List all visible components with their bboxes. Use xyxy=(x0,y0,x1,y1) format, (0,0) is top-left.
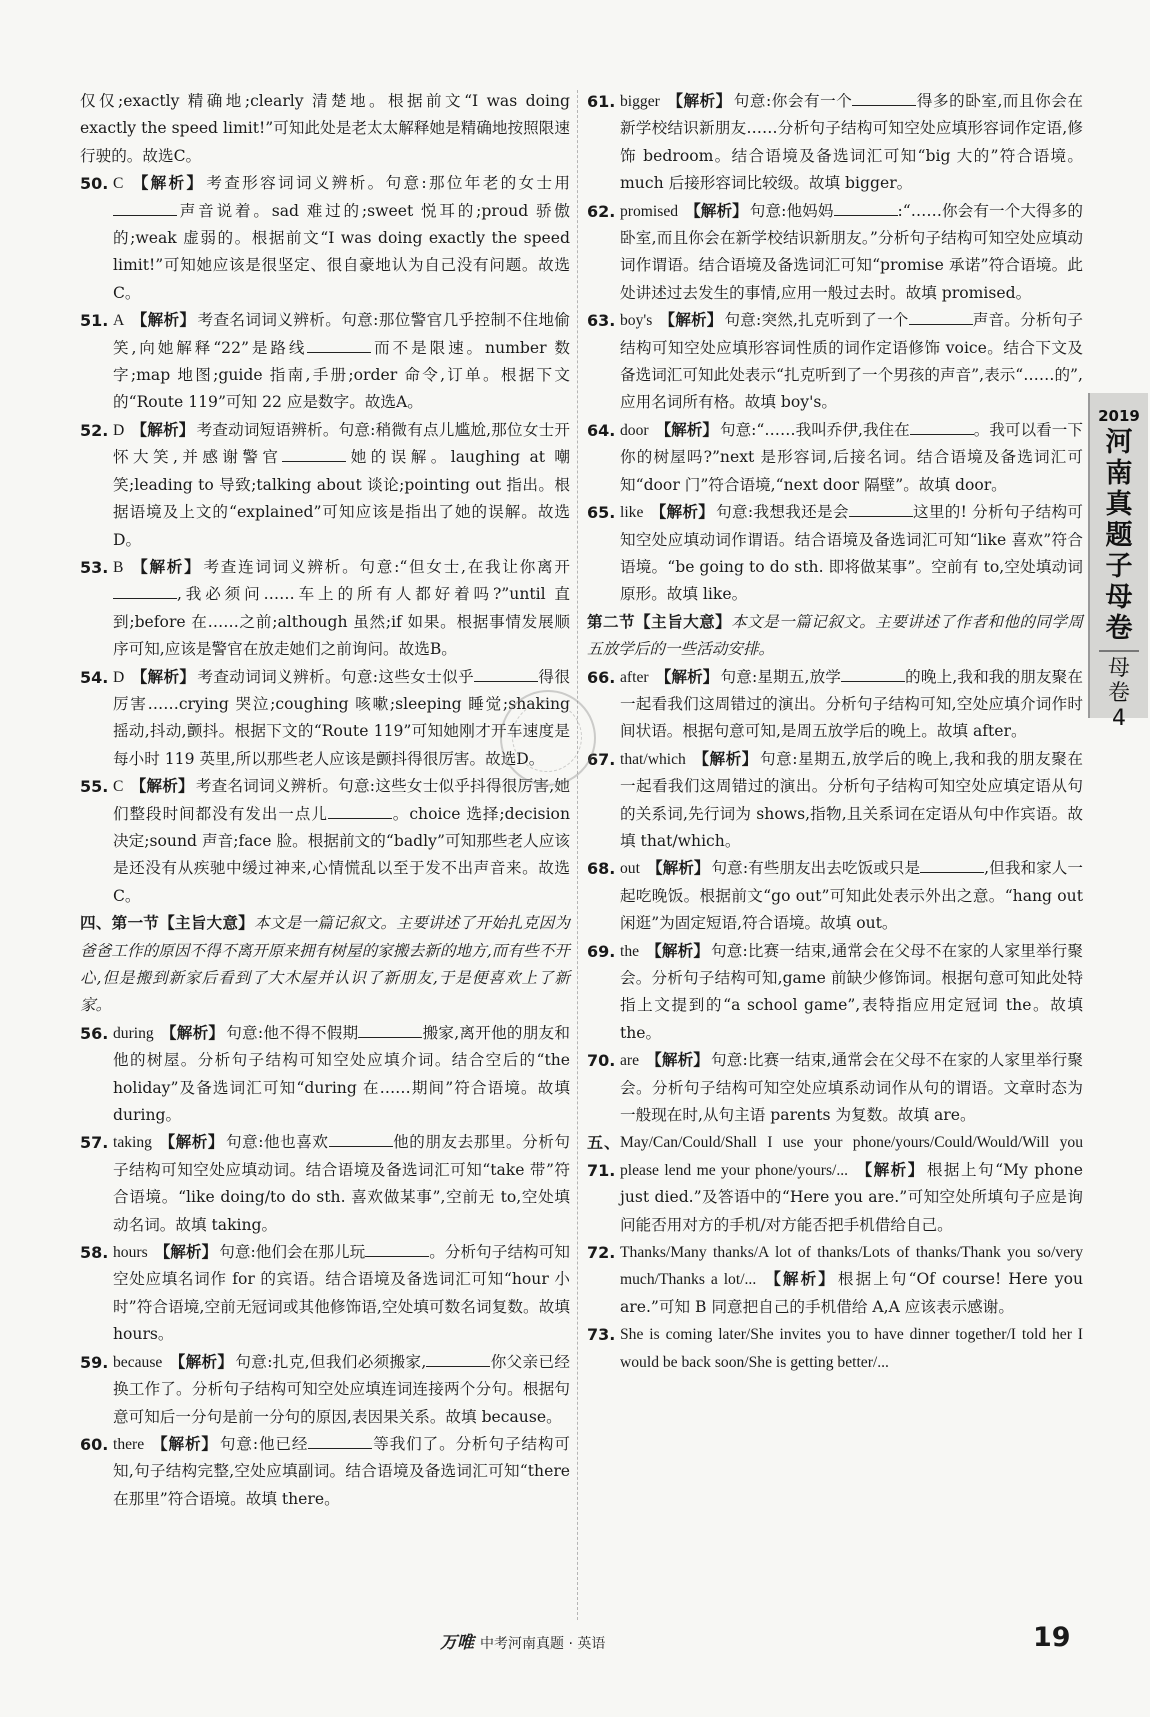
explanation-text: 句意:他也喜欢 xyxy=(226,1133,329,1152)
fill-blank xyxy=(308,1434,372,1449)
explanation-text: 句意:你会有一个 xyxy=(733,92,853,110)
left-items xyxy=(80,170,570,910)
side-tab-year: 2019 xyxy=(1098,407,1140,425)
question-number: 60. xyxy=(80,1434,109,1454)
question-number: 57. xyxy=(80,1133,109,1153)
answer-item xyxy=(587,938,1083,1048)
explanation-text: 声音说着。sad 难过的;sweet 悦耳的;proud 骄傲的;weak 虚弱的。根据前文“I was doing exactly the speed limit!”可知她应该是很坚定、很自豪地认为自己没有问题。故选C。 xyxy=(113,201,570,302)
fill-blank xyxy=(834,201,898,216)
answer-text: boy's xyxy=(620,312,653,330)
answer-text: like xyxy=(620,504,644,522)
fill-blank xyxy=(920,858,984,873)
explanation-text: 得多的卧室,而且你会在新学校结识新朋友……分析句子结构可知空处应填形容词作定语,修饰 bedroom。结合语境及备选词汇可知“big 大的”符合语境。much 后接形容词比较级。故填 bigger。 xyxy=(620,92,1083,193)
fill-blank xyxy=(365,1242,429,1257)
analysis-tag: 【解析】 xyxy=(169,1352,234,1371)
question-number: 五、71. xyxy=(587,1133,620,1180)
answer-item xyxy=(587,198,1083,308)
explanation-text: 而不是限速。number 数字;map 地图;guide 指南,手册;order 命令,订单。根据下文的“Route 119”可知 22 应是数字。故选A。 xyxy=(113,338,570,412)
answer-text: C xyxy=(113,175,124,193)
question-number: 70. xyxy=(587,1051,616,1071)
explanation-text: 句意:他们会在那儿玩 xyxy=(219,1243,366,1262)
explanation-text: 得很厉害……crying 哭泣;coughing 咳嗽;sleeping 睡觉;shaking 摇动,抖动,颤抖。根据下文的“Route 119”可知她刚才开车速度是每小时 119 英里,所以那些老人应该是颤抖得很厉害。故选D。 xyxy=(113,667,570,768)
explanation-text: 搬家,离开他的朋友和他的树屋。分析句子结构可知空处应填介词。结合空后的“the holiday”及备选词汇可知“during 在……期间”符合语境。故填 during。 xyxy=(113,1023,570,1125)
answer-text: door xyxy=(620,421,649,439)
analysis-tag: 【解析】 xyxy=(132,557,202,576)
analysis-tag: 【解析】 xyxy=(650,503,715,522)
left-column xyxy=(80,88,570,1513)
answer-text: out xyxy=(620,860,640,878)
fill-blank xyxy=(910,420,974,435)
footer-title: 中考河南真题 · 英语 xyxy=(480,1636,606,1652)
section-head: 四、第一节【主旨大意】 xyxy=(80,914,254,933)
right-items xyxy=(587,88,1083,609)
analysis-tag: 【解析】 xyxy=(655,667,719,686)
analysis-tag: 【解析】 xyxy=(131,420,195,439)
section-summary-1 xyxy=(80,910,570,1020)
question-number: 54. xyxy=(80,667,109,687)
answer-text: A xyxy=(113,312,125,330)
explanation-text: 。我可以看一下你的树屋吗?”next 是形容词,后接名词。结合语境及备选词汇可知“door 门”符合语境,“next door 隔壁”。故填 door。 xyxy=(620,420,1083,494)
answer-item xyxy=(80,1431,570,1513)
explanation-text: 句意:星期五,放学 xyxy=(720,667,842,686)
fill-blank xyxy=(113,584,177,599)
analysis-tag: 【解析】 xyxy=(154,1243,218,1262)
explanation-text: 考查形容词词义辨析。句意:那位年老的女士用 xyxy=(206,174,570,193)
question-number: 72. xyxy=(587,1243,616,1263)
explanation-text: 。choice 选择;decision 决定;sound 声音;face 脸。根据前文的“badly”可知那些老人应该是还没有从疾驰中缓过神来,心情慌乱以至于发不出声音来。故选C。 xyxy=(113,804,570,905)
explanation-text: 句意:他不得不假期 xyxy=(226,1023,359,1042)
explanation-text: 他的朋友去那里。分析句子结构可知空处应填动词。结合语境及备选词汇可知“take 带”符合语境。“like doing/to do sth. 喜欢做某事”,空前无 to,空处填动名词。故填 taking。 xyxy=(113,1133,570,1234)
analysis-tag: 【解析】 xyxy=(131,311,196,330)
section-desc: 本文是一篇记叙文。主要讲述了开始扎克因为爸爸工作的原因不得不离开原来拥有树屋的家搬去新的地方,而有些不开心,但是搬到新家后看到了大木屋并认识了新朋友,于是便喜欢上了新家。 xyxy=(80,914,570,1015)
explanation-text: 的晚上,我和我的朋友聚在一起看我们这周错过的演出。分析句子结构可知,空处应填介词作时间状语。根据句意可知,是周五放学后的晚上。故填 after。 xyxy=(620,667,1083,741)
explanation-text: 句意:有些朋友出去吃饭或只是 xyxy=(711,859,921,878)
section-summary-2 xyxy=(587,609,1083,664)
fill-blank xyxy=(307,338,371,353)
answer-text: B xyxy=(113,558,124,576)
page-footer xyxy=(0,1622,1150,1672)
explanation-text: 考查名词词义辨析。句意:那位警官几乎控制不住地偷笑,向她解释“22”是路线 xyxy=(113,311,570,357)
explanation-text: 根据上句“Of course! Here you are.”可知 B 同意把自己的手机借给 A,A 应该表示感谢。 xyxy=(620,1270,1083,1316)
analysis-tag: 【解析】 xyxy=(130,777,194,796)
answer-text: May/Can/Could/Shall I use your phone/yours/Could/Would/Will you please lend me your phone/yours/... xyxy=(620,1134,1083,1179)
fill-blank xyxy=(849,502,913,517)
answer-item xyxy=(587,746,1083,856)
explanation-text: 考查动词词义辨析。句意:这些女士似乎 xyxy=(197,667,475,686)
question-number: 67. xyxy=(587,749,616,769)
answer-item xyxy=(80,1349,570,1431)
fill-blank xyxy=(282,447,346,462)
answer-item xyxy=(80,1239,570,1349)
answer-text: Thanks/Many thanks/A lot of thanks/Lots of thanks/Thank you so/very much/Thanks a lot/... xyxy=(620,1244,1083,1289)
question-number: 50. xyxy=(80,174,109,194)
left-items-2 xyxy=(80,1020,570,1513)
answer-text: taking xyxy=(113,1134,152,1152)
question-number: 53. xyxy=(80,557,109,577)
explanation-text: 她的误解。laughing at 嘲笑;leading to 导致;talking about 谈论;pointing out 指出。根据语境及上文的“explained”可知应该是指出了她的误解。故选D。 xyxy=(113,448,570,549)
question-number: 64. xyxy=(587,420,616,440)
explanation-text: ,我必须问……车上的所有人都好着吗?”until 直到;before 在……之前;although 虽然;if 如果。根据事情发展顺序可知,应该是警官在放走她们之前询问。故选B。 xyxy=(113,585,570,659)
watermark-stamp xyxy=(500,690,596,786)
answer-text: there xyxy=(113,1435,145,1453)
section-head: 第二节【主旨大意】 xyxy=(587,612,732,631)
answer-text: promised xyxy=(620,202,679,220)
answer-text: after xyxy=(620,668,649,686)
fill-blank xyxy=(329,1132,393,1147)
explanation-text: 等我们了。分析句子结构可知,句子结构完整,空处应填副词。结合语境及备选词汇可知“there 在那里”符合语境。故填 there。 xyxy=(113,1434,570,1508)
answer-item xyxy=(587,664,1083,746)
side-tab-sub: 母卷 xyxy=(1107,656,1130,706)
answer-item xyxy=(80,417,570,554)
analysis-tag: 【解析】 xyxy=(856,1160,925,1179)
analysis-tag: 【解析】 xyxy=(685,201,748,220)
analysis-tag: 【解析】 xyxy=(765,1270,836,1289)
answer-text: D xyxy=(113,421,125,439)
question-number: 52. xyxy=(80,420,109,440)
analysis-tag: 【解析】 xyxy=(160,1023,225,1042)
explanation-text: ,但我和家人一起吃晚饭。根据前文“go out”可知此处表示外出之意。“hang out 闲逛”为固定短语,符合语境。故填 out。 xyxy=(620,859,1083,933)
explanation-text: 句意:比赛一结束,通常会在父母不在家的人家里举行聚会。分析句子结构可知空处应填系动词作从句的谓语。文章时态为一般现在时,从句主语 parents 为复数。故填 are。 xyxy=(620,1051,1083,1125)
question-number: 63. xyxy=(587,311,616,331)
question-number: 51. xyxy=(80,311,109,331)
answer-text: She is coming later/She invites you to have dinner together/I told her I would be back soon/She is getting better/... xyxy=(620,1326,1083,1371)
analysis-tag: 【解析】 xyxy=(646,859,710,878)
explanation-text: 句意:比赛一结束,通常会在父母不在家的人家里举行聚会。分析句子结构可知,game 前缺少修饰词。根据句意可知此处特指上文提到的“a school game”,表特指应用定冠词 the。故填 the。 xyxy=(620,941,1083,1042)
answer-item xyxy=(587,1321,1083,1376)
fill-blank xyxy=(358,1023,422,1038)
footer-text xyxy=(440,1628,605,1653)
explanation-text: 根据上句“My phone just died.”及答语中的“Here you are.”可知空处所填句子应是询问能否用对方的手机/对方能否把手机借给自己。 xyxy=(620,1160,1083,1234)
explanation-text: 句意:星期五,放学后的晚上,我和我的朋友聚在一起看我们这周错过的演出。分析句子结构可知空处应填定语从句的关系词,先行词为 shows,指物,且关系词在定语从句中作宾语。故填 that/which。 xyxy=(620,749,1083,850)
answer-text: are xyxy=(620,1052,640,1070)
question-number: 55. xyxy=(80,777,109,797)
answer-text: bigger xyxy=(620,93,660,110)
right-items-2 xyxy=(587,664,1083,1130)
analysis-tag: 【解析】 xyxy=(667,92,732,110)
fill-blank xyxy=(328,804,392,819)
section-desc: 本文是一篇记叙文。主要讲述了作者和他的同学周五放学后的一些活动安排。 xyxy=(587,612,1083,659)
answer-item xyxy=(587,499,1083,609)
question-number: 56. xyxy=(80,1023,109,1043)
question-number: 62. xyxy=(587,201,616,221)
analysis-tag: 【解析】 xyxy=(132,174,205,193)
brand-logo: 万唯 xyxy=(440,1633,474,1653)
explanation-text: 考查连词词义辨析。句意:“但女士,在我让你离开 xyxy=(203,557,570,576)
analysis-tag: 【解析】 xyxy=(659,311,723,330)
explanation-text: 。分析句子结构可知空处应填名词作 for 的宾语。结合语境及备选词汇可知“hour 小时”符合语境,空前无冠词或其他修饰语,空处填可数名词复数。故填 hours。 xyxy=(113,1243,570,1344)
side-tab xyxy=(1088,393,1148,731)
question-number: 65. xyxy=(587,503,616,523)
answer-item xyxy=(587,1239,1083,1321)
explanation-text: 考查动词短语辨析。句意:稍微有点儿尴尬,那位女士开怀大笑,并感谢警官 xyxy=(113,420,570,467)
explanation-text: 这里的! 分析句子结构可知空处应填动词作谓语。结合语境及备选词汇可知“like 喜欢”符合语境。“be going to do sth. 即将做某事”。空前有 to,空处填动词原形。故填 like。 xyxy=(620,503,1083,604)
answer-item xyxy=(80,170,570,307)
side-tab-separator xyxy=(1099,650,1139,652)
fill-blank xyxy=(852,91,916,106)
analysis-tag: 【解析】 xyxy=(131,667,196,686)
fill-blank xyxy=(426,1352,490,1367)
explanation-text: 句意:他妈妈 xyxy=(749,201,834,220)
question-number: 68. xyxy=(587,859,616,879)
answer-text: that/which xyxy=(620,750,686,768)
answer-item xyxy=(80,554,570,664)
page-number: 19 xyxy=(1033,1622,1071,1653)
analysis-tag: 【解析】 xyxy=(159,1133,224,1152)
analysis-tag: 【解析】 xyxy=(693,749,758,768)
side-tab-number: 4 xyxy=(1112,706,1126,731)
question-number: 61. xyxy=(587,92,616,111)
answer-item xyxy=(587,417,1083,499)
explanation-text: 你父亲已经换工作了。分析句子结构可知空处应填连词连接两个分句。根据句意可知后一分句是前一分句的原因,表因果关系。故填 because。 xyxy=(113,1352,570,1426)
fill-blank xyxy=(474,667,538,682)
question-number: 58. xyxy=(80,1243,109,1263)
answer-item xyxy=(587,1129,1083,1239)
fill-blank xyxy=(113,201,177,216)
explanation-text: 句意:“……我叫乔伊,我住在 xyxy=(719,420,910,439)
answer-item xyxy=(80,1129,570,1239)
answer-item xyxy=(587,1047,1083,1129)
explanation-text: 句意:我想我还是会 xyxy=(716,503,849,522)
analysis-tag: 【解析】 xyxy=(646,941,710,960)
answer-text: D xyxy=(113,668,125,686)
explanation-text: 考查名词词义辨析。句意:这些女士似乎抖得很厉害,她们整段时间都没有发出一点儿 xyxy=(113,777,570,823)
answer-text: C xyxy=(113,778,124,796)
question-number: 59. xyxy=(80,1352,109,1372)
analysis-tag: 【解析】 xyxy=(152,1434,218,1453)
explanation-text: 声音。分析句子结构可知空处应填形容词性质的词作定语修饰 voice。结合下文及备选词汇可知此处表示“扎克听到了一个男孩的声音”,表示“……的”,应用名词所有格。故填 boy's。 xyxy=(620,311,1083,412)
answer-text: the xyxy=(620,942,640,960)
answer-text: during xyxy=(113,1024,154,1042)
intro-text: 仅仅;exactly 精确地;clearly 清楚地。根据前文“I was doing exactly the speed limit!”可知此处是老太太解释她是精确地按照限速行驶的。故选C。 xyxy=(80,92,570,165)
answer-item xyxy=(80,773,570,910)
answer-item xyxy=(80,307,570,417)
fill-blank xyxy=(909,310,973,325)
explanation-text: 句意:他已经 xyxy=(219,1434,309,1453)
answer-item xyxy=(587,307,1083,417)
right-column xyxy=(587,88,1083,1376)
column-divider xyxy=(577,90,578,1620)
part-five-items xyxy=(587,1129,1083,1376)
analysis-tag: 【解析】 xyxy=(655,420,718,439)
question-number: 69. xyxy=(587,941,616,961)
analysis-tag: 【解析】 xyxy=(646,1051,710,1070)
explanation-text: 句意:突然,扎克听到了一个 xyxy=(724,311,909,330)
side-tab-title: 河南真题子母卷 xyxy=(1105,427,1133,644)
explanation-text: 句意:扎克,但我们必须搬家, xyxy=(235,1352,427,1371)
answer-item xyxy=(587,88,1083,198)
answer-item xyxy=(80,664,570,774)
answer-text: because xyxy=(113,1353,163,1371)
answer-item xyxy=(587,855,1083,937)
explanation-text: :“……你会有一个大得多的卧室,而且你会在新学校结识新朋友。”分析句子结构可知空处应填动词作谓语。结合语境及备选词汇可知“promise 承诺”符合语境。此处讲述过去发生的事情,应用一般过去时。故填 promised。 xyxy=(620,201,1083,302)
question-number: 66. xyxy=(587,667,616,687)
fill-blank xyxy=(841,667,905,682)
question-number: 73. xyxy=(587,1325,616,1345)
answer-item xyxy=(80,1020,570,1130)
answer-text: hours xyxy=(113,1244,148,1262)
